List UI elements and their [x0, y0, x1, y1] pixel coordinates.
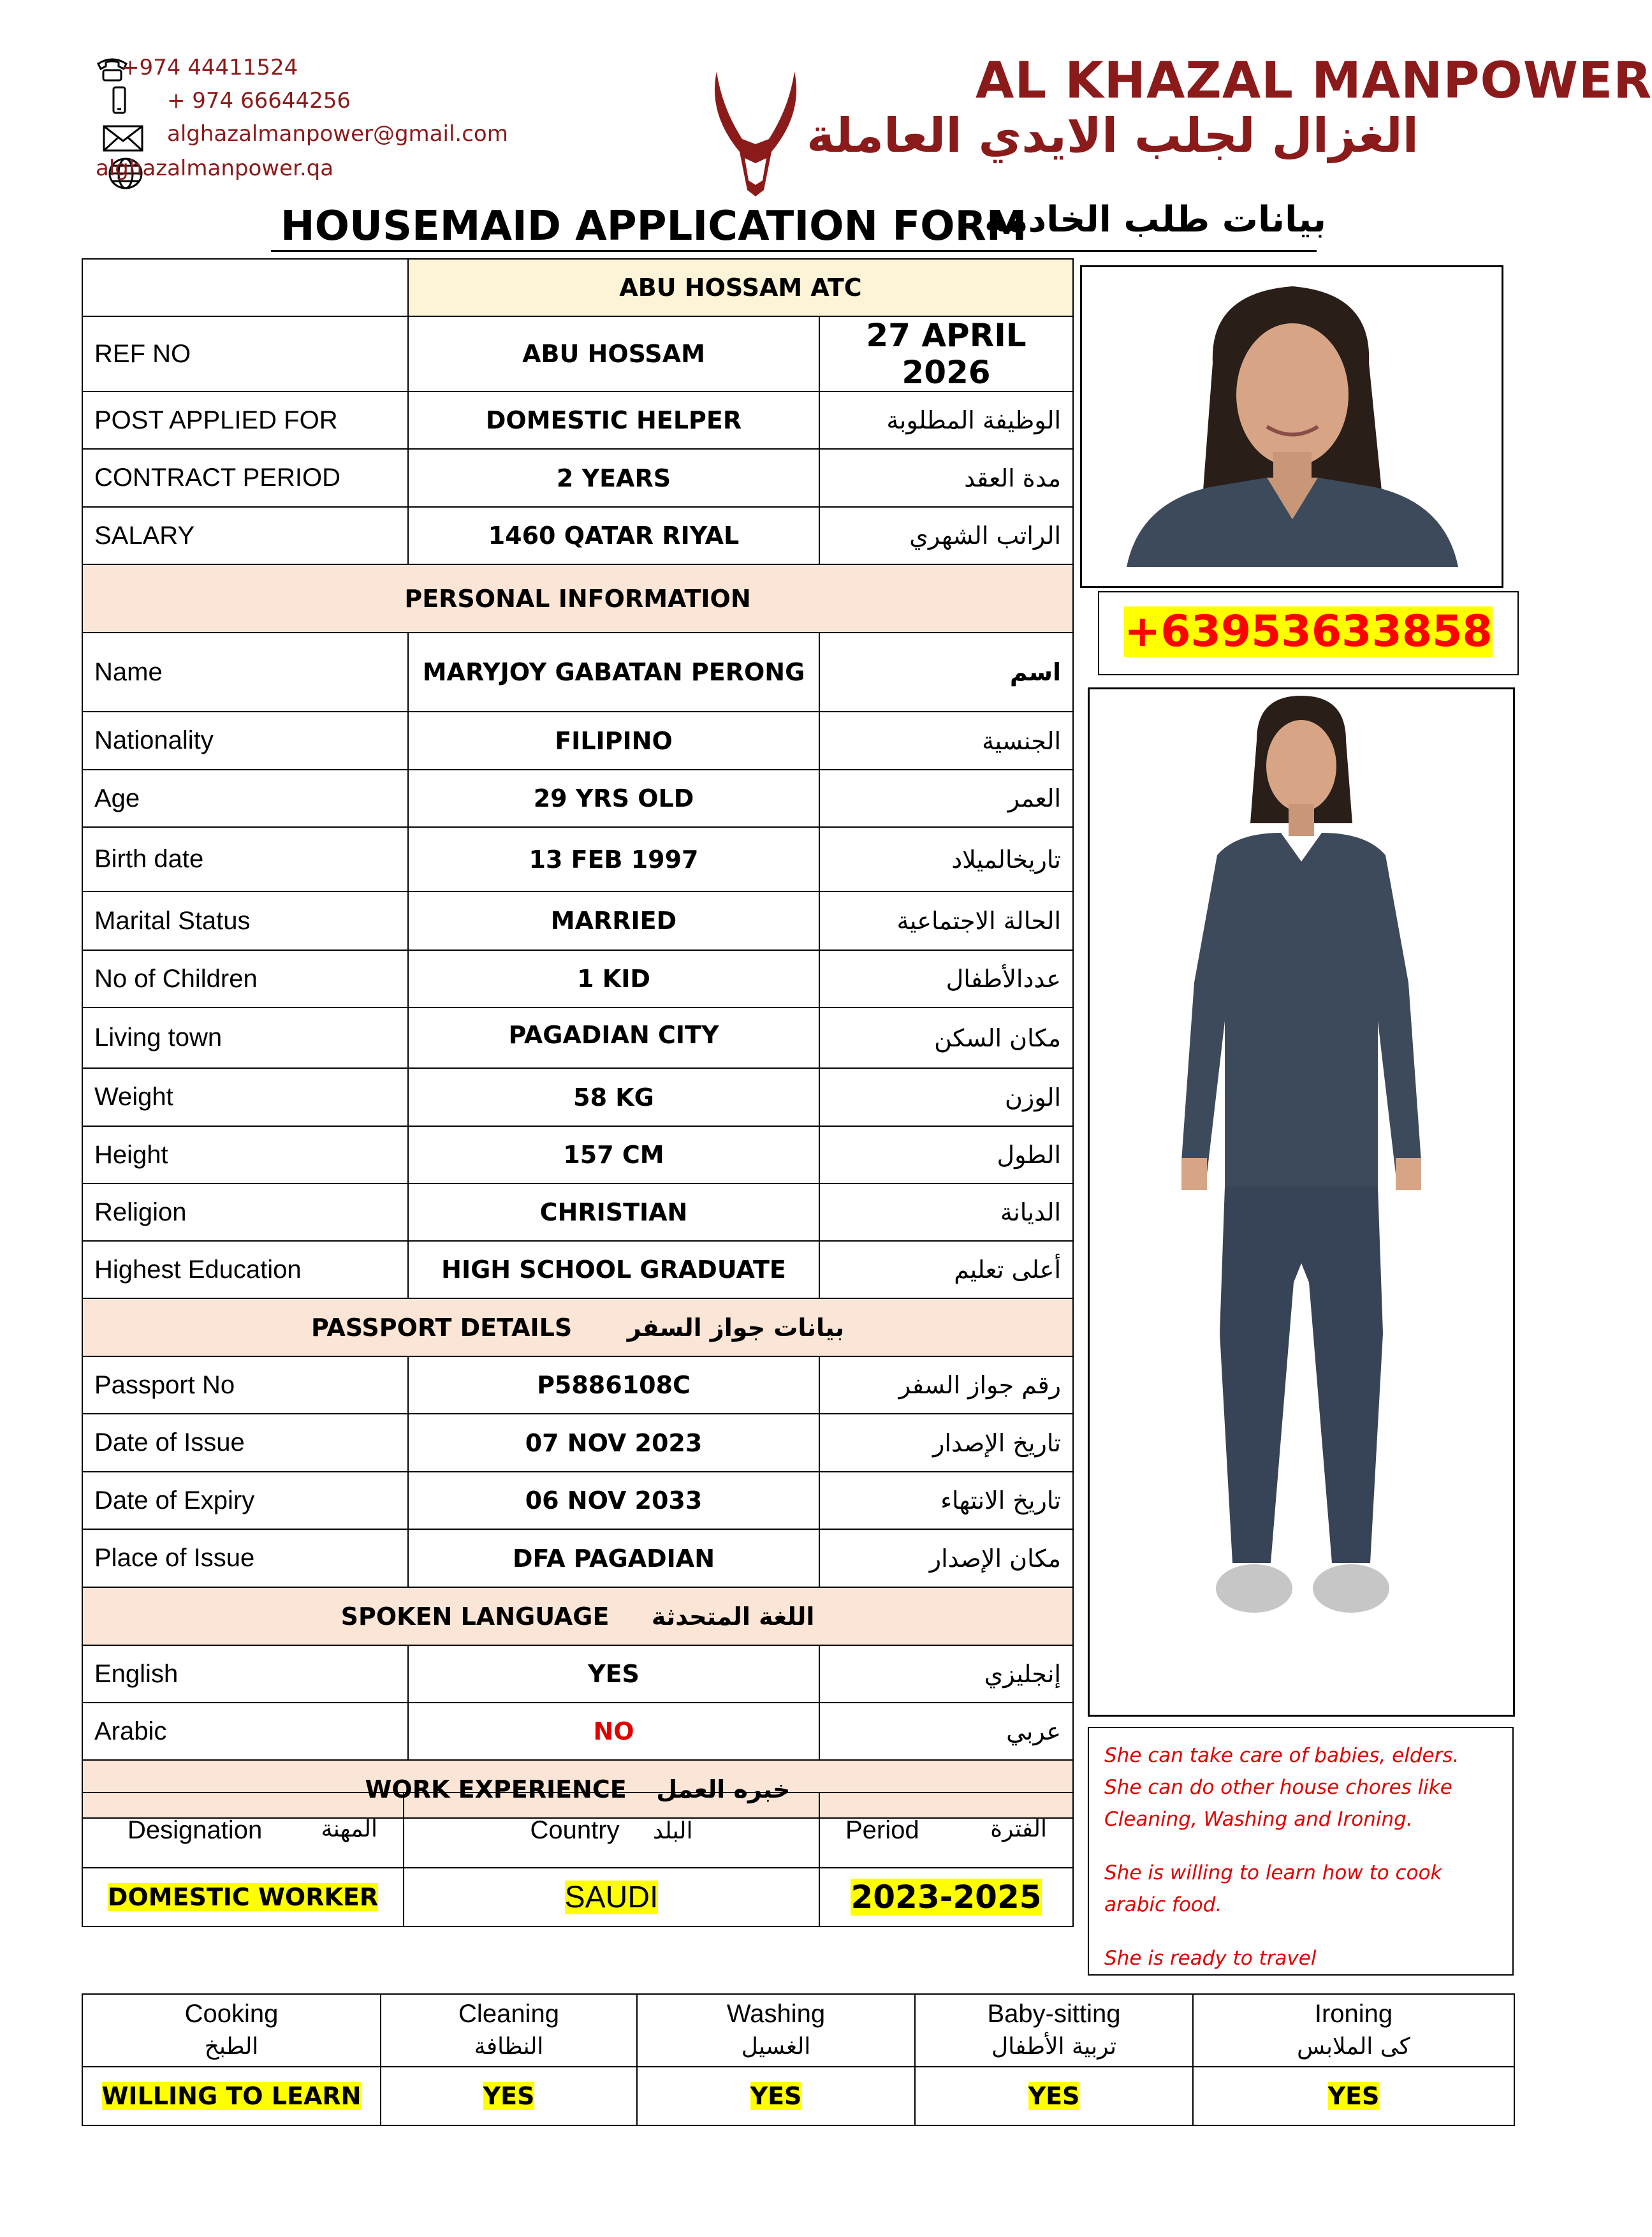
- row-label-ar: مدة العقد: [819, 449, 1073, 507]
- skill-value: YES: [1028, 2082, 1080, 2110]
- row-label: Marital Status: [82, 891, 408, 950]
- row-label: Date of Issue: [82, 1414, 408, 1472]
- brand-name-ar: الغزال لجلب الايدي العاملة: [807, 108, 1419, 163]
- row-label-ar: الديانة: [819, 1184, 1073, 1241]
- full-body-photo: [1088, 687, 1515, 1717]
- row-value: 06 NOV 2033: [408, 1472, 819, 1529]
- row-label: Arabic: [82, 1703, 408, 1760]
- section-heading-ar: اللغة المتحدثة: [651, 1602, 815, 1631]
- col-country: Country: [530, 1815, 620, 1844]
- section-heading-ar: بيانات جواز السفر: [627, 1313, 845, 1342]
- row-value: YES: [408, 1645, 819, 1703]
- row-label-ar: تاريخالميلاد: [819, 827, 1073, 891]
- skill-name-ar: الطبخ: [204, 2034, 259, 2060]
- row-value: 29 YRS OLD: [408, 770, 819, 827]
- row-label-ar: الحالة الاجتماعية: [819, 891, 1073, 950]
- mobile-phone-icon: [112, 86, 127, 114]
- skill-name: Ironing: [1314, 2000, 1393, 2028]
- candidate-phone[interactable]: +63953633858: [1124, 606, 1493, 657]
- skill-value: YES: [1327, 2082, 1380, 2110]
- row-value: 58 KG: [408, 1068, 819, 1126]
- row-label-ar: الوزن: [819, 1068, 1073, 1126]
- application-table: [82, 258, 1074, 1819]
- candidate-phone-box: [1098, 591, 1519, 675]
- phone-landline[interactable]: +974 44411524: [121, 55, 298, 80]
- brand-name-en: AL KHAZAL MANPOWER: [976, 52, 1652, 110]
- row-label: English: [82, 1645, 408, 1703]
- section-heading-personal: PERSONAL INFORMATION: [82, 564, 1073, 633]
- row-label: CONTRACT PERIOD: [82, 449, 408, 507]
- row-value: P5886108C: [408, 1356, 819, 1414]
- skill-name-ar: كی الملابس: [1297, 2034, 1410, 2060]
- row-label-ar: عددالأطفال: [819, 950, 1073, 1008]
- email-link[interactable]: alghazalmanpower@gmail.com: [167, 121, 508, 147]
- section-heading-en: SPOKEN LANGUAGE: [340, 1602, 610, 1631]
- title-underline: [271, 250, 1317, 252]
- skill-header: [381, 1994, 637, 2067]
- experience-designation: DOMESTIC WORKER: [107, 1882, 379, 1911]
- row-label: Name: [82, 633, 408, 712]
- section-heading-language: [82, 1587, 1073, 1645]
- row-label-ar: أعلى تعليم: [819, 1241, 1073, 1298]
- row-value: MARYJOY GABATAN PERONG: [408, 633, 819, 712]
- row-label: Date of Expiry: [82, 1472, 408, 1529]
- skill-header: [1193, 1994, 1514, 2067]
- skill-name-ar: الغسيل: [741, 2034, 811, 2060]
- skill-name: Washing: [726, 2000, 826, 2028]
- skill-value: YES: [750, 2082, 802, 2110]
- row-value: 07 NOV 2023: [408, 1414, 819, 1472]
- section-heading-en: WORK EXPERIENCE: [365, 1775, 627, 1803]
- form-date: 27 APRIL 2026: [819, 316, 1073, 392]
- row-label: Passport No: [82, 1356, 408, 1414]
- skill-header: [82, 1994, 381, 2067]
- experience-period: 2023-2025: [851, 1879, 1042, 1916]
- agency-name: ABU HOSSAM ATC: [408, 259, 1073, 316]
- full-body-illustration: [1090, 689, 1513, 1715]
- experience-table: [82, 1792, 1074, 1927]
- skill-name-ar: النظافة: [474, 2034, 544, 2060]
- section-heading-en: PASSPORT DETAILS: [311, 1313, 573, 1342]
- row-label-ar: اسم: [819, 633, 1073, 712]
- note-item: She can take care of babies, elders. She can do other house chores like Cleaning, Washing and Ironing.: [1104, 1744, 1459, 1831]
- phone-mobile[interactable]: + 974 66644256: [167, 88, 351, 114]
- form-title-en: HOUSEMAID APPLICATION FORM: [281, 203, 1027, 250]
- row-label: Living town: [82, 1008, 408, 1068]
- row-label: Age: [82, 770, 408, 827]
- row-value: DOMESTIC HELPER: [408, 392, 819, 449]
- note-item: She is willing to learn how to cook arabic food.: [1104, 1861, 1442, 1916]
- row-label: SALARY: [82, 507, 408, 564]
- row-value: PAGADIAN CITY: [408, 1008, 819, 1068]
- row-value: MARRIED: [408, 891, 819, 950]
- row-label: Height: [82, 1126, 408, 1184]
- row-label-ar: إنجليزي: [819, 1645, 1073, 1703]
- row-label-ar: الراتب الشهري: [819, 507, 1073, 564]
- skill-name-ar: تربية الأطفال: [991, 2034, 1117, 2060]
- row-label-ar: مكان السكن: [819, 1008, 1073, 1068]
- row-label: Weight: [82, 1068, 408, 1126]
- row-label: Birth date: [82, 827, 408, 891]
- form-title-ar: بيانات طلب الخادمة: [984, 199, 1326, 240]
- row-label: Religion: [82, 1184, 408, 1241]
- portrait-photo: [1080, 265, 1503, 588]
- col-period: Period: [845, 1815, 919, 1844]
- row-label-ar: الجنسية: [819, 712, 1073, 770]
- row-label-ar: عربي: [819, 1703, 1073, 1760]
- skill-name: Baby-sitting: [987, 2000, 1121, 2028]
- row-value: CHRISTIAN: [408, 1184, 819, 1241]
- row-label: No of Children: [82, 950, 408, 1008]
- note-item: She is ready to travel: [1104, 1947, 1317, 1970]
- skill-value: YES: [483, 2082, 535, 2110]
- row-label: POST APPLIED FOR: [82, 392, 408, 449]
- ref-value: ABU HOSSAM: [408, 316, 819, 392]
- row-value: 13 FEB 1997: [408, 827, 819, 891]
- row-value: HIGH SCHOOL GRADUATE: [408, 1241, 819, 1298]
- skill-name: Cooking: [184, 2000, 279, 2028]
- candidate-notes: [1088, 1727, 1514, 1976]
- row-value: 1460 QATAR RIYAL: [408, 507, 819, 564]
- row-value: 1 KID: [408, 950, 819, 1008]
- website-link[interactable]: alghazalmanpower.qa: [96, 156, 334, 181]
- row-label: Nationality: [82, 712, 408, 770]
- row-label-ar: العمر: [819, 770, 1073, 827]
- row-value: NO: [408, 1703, 819, 1760]
- row-value: 2 YEARS: [408, 449, 819, 507]
- skill-value: WILLING TO LEARN: [101, 2082, 362, 2110]
- row-value: 157 CM: [408, 1126, 819, 1184]
- experience-country: SAUDI: [564, 1880, 659, 1914]
- ref-label: REF NO: [82, 316, 408, 392]
- skill-header: [637, 1994, 915, 2067]
- col-period-ar: الفترة: [990, 1815, 1047, 1842]
- skills-table: [82, 1993, 1515, 2126]
- row-label-ar: الطول: [819, 1126, 1073, 1184]
- row-label-ar: تاريخ الإصدار: [819, 1414, 1073, 1472]
- row-label-ar: مكان الإصدار: [819, 1529, 1073, 1587]
- row-label: Highest Education: [82, 1241, 408, 1298]
- gazelle-logo-icon: [708, 69, 803, 196]
- portrait-illustration: [1082, 267, 1502, 586]
- row-value: DFA PAGADIAN: [408, 1529, 819, 1587]
- col-country-ar: البلد: [652, 1817, 693, 1844]
- skill-name: Cleaning: [458, 2000, 559, 2028]
- row-label-ar: رقم جواز السفر: [819, 1356, 1073, 1414]
- row-label-ar: تاريخ الانتهاء: [819, 1472, 1073, 1529]
- skill-header: [915, 1994, 1193, 2067]
- col-designation-ar: المهنة: [321, 1815, 377, 1842]
- section-heading-passport: [82, 1298, 1073, 1356]
- col-designation: Designation: [128, 1815, 263, 1844]
- section-heading-ar: خبره العمل: [656, 1775, 791, 1803]
- envelope-icon: [102, 124, 144, 152]
- row-value: FILIPINO: [408, 712, 819, 770]
- row-label: Place of Issue: [82, 1529, 408, 1587]
- row-label-ar: الوظيفة المطلوبة: [819, 392, 1073, 449]
